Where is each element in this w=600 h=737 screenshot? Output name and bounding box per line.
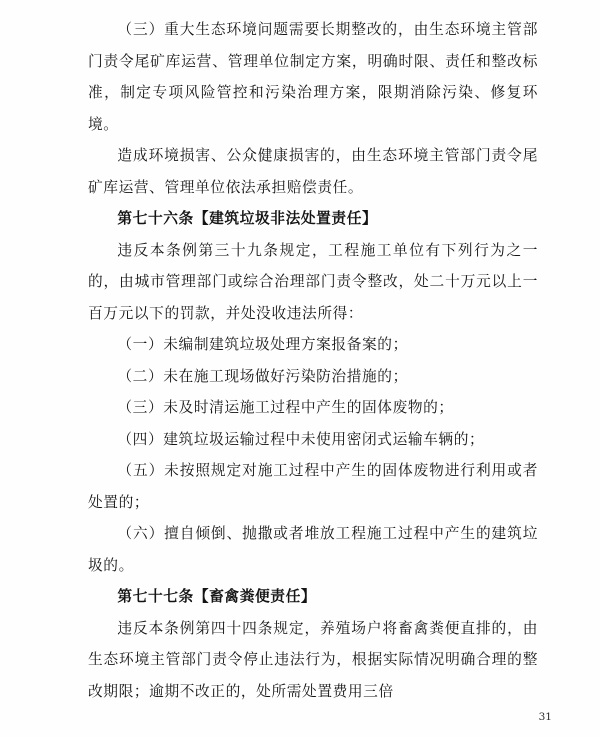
- list-item-1: （一）未编制建筑垃圾处理方案报备案的；: [117, 336, 408, 353]
- article-heading-77: [88, 581, 538, 613]
- article-heading-76: [88, 203, 538, 235]
- list-item-3: （三）未及时清运施工过程中产生的固体废物的；: [117, 399, 454, 416]
- paragraph-b1: （三）重大生态环境问题需要长期整改的，由生态环境主管部门责令尾矿库运营、管理单位制定方案，明确时限、责任和整改标准，制定专项风险管控和污染治理方案，限期消除污染、修复环境。: [88, 21, 538, 133]
- page-number: 31: [538, 711, 552, 723]
- article-title: 【畜禽粪便责任】: [193, 588, 317, 605]
- article-number: 第七十六条: [117, 210, 194, 227]
- article-title: 【建筑垃圾非法处置责任】: [193, 210, 378, 227]
- article-number: 第七十七条: [117, 588, 194, 605]
- list-item-2: （二）未在施工现场做好污染防治措施的；: [117, 367, 408, 385]
- paragraph-b2: 造成环境损害、公众健康损害的，由生态环境主管部门责令尾矿库运营、管理单位依法承担赔偿责任。: [88, 147, 538, 196]
- paragraph-b12: 违反本条例第四十四条规定，养殖场户将畜禽粪便直排的，由生态环境主管部门责令停止违法行为，根据实际情况明确合理的整改期限；逾期不改正的，处所需处置费用三倍: [88, 619, 538, 700]
- document-body: [88, 14, 538, 707]
- list-item-4: （四）建筑垃圾运输过程中未使用密闭式运输车辆的；: [117, 430, 485, 448]
- list-item-6: （六）擅自倾倒、抛撒或者堆放工程施工过程中产生的建筑垃圾的。: [88, 525, 538, 574]
- paragraph-b4: 违反本条例第三十九条规定，工程施工单位有下列行为之一的，由城市管理部门或综合治理部门责令整改，处二十万元以上一百万元以下的罚款，并处没收违法所得：: [88, 241, 538, 322]
- list-item-5: （五）未按照规定对施工过程中产生的固体废物进行利用或者处置的；: [88, 462, 538, 511]
